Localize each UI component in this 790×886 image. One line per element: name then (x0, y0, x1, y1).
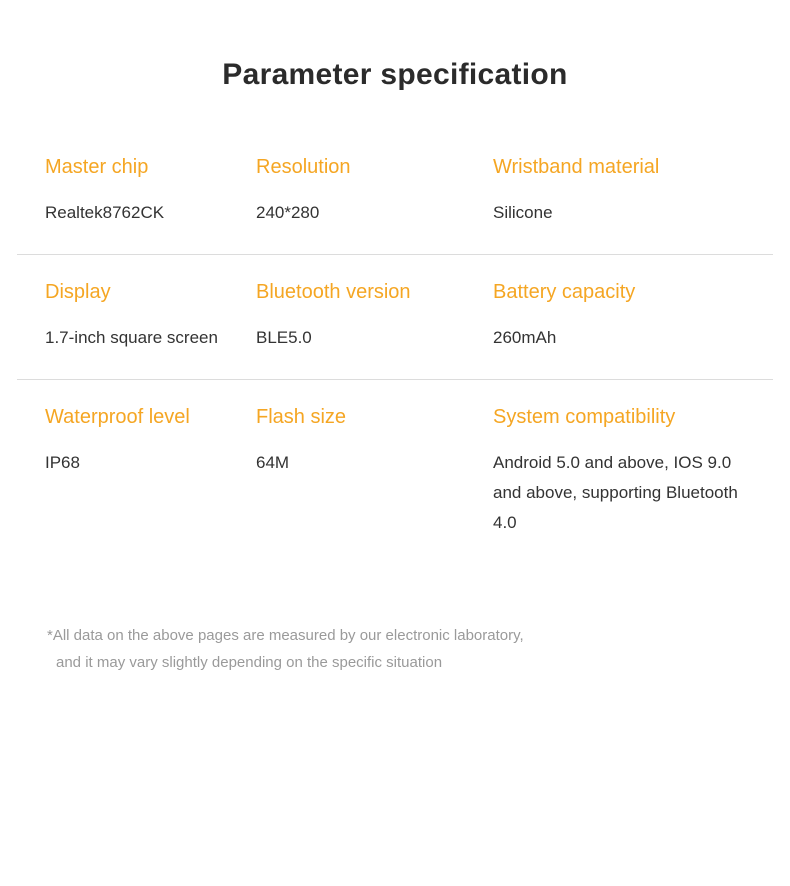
spec-cell-resolution (254, 154, 491, 228)
spec-value: BLE5.0 (256, 328, 312, 347)
footnote-line-2: and it may vary slightly depending on the specific situation (56, 654, 443, 671)
spec-cell-system-compatibility (491, 404, 773, 538)
spec-value: 1.7-inch square screen (45, 328, 218, 347)
spec-value: Realtek8762CK (45, 203, 165, 222)
spec-cell-waterproof-level (17, 404, 254, 478)
spec-value: IP68 (45, 453, 80, 472)
table-row (17, 380, 773, 564)
spec-value: 260mAh (493, 328, 557, 347)
spec-label: Flash size (256, 406, 347, 428)
table-row (17, 255, 773, 380)
spec-label: Wristband material (493, 156, 660, 178)
spec-value: Android 5.0 and above, IOS 9.0 and above, supporting Bluetooth 4.0 (493, 453, 738, 532)
spec-cell-battery-capacity (491, 279, 773, 353)
spec-value: 240*280 (256, 203, 320, 222)
spec-cell-wristband-material (491, 154, 773, 228)
spec-label: Waterproof level (45, 406, 190, 428)
spec-label: Master chip (45, 156, 149, 178)
spec-label: System compatibility (493, 406, 676, 428)
spec-label: Resolution (256, 156, 351, 178)
spec-cell-display (17, 279, 254, 353)
footnote (17, 564, 773, 676)
spec-cell-flash-size (254, 404, 491, 478)
spec-value: 64M (256, 453, 290, 472)
specification-table (17, 92, 773, 564)
spec-label: Display (45, 281, 111, 303)
spec-cell-master-chip (17, 154, 254, 228)
footnote-line-1: *All data on the above pages are measured by our electronic laboratory, (47, 627, 524, 644)
table-row (17, 130, 773, 255)
spec-cell-bluetooth-version (254, 279, 491, 353)
spec-label: Bluetooth version (256, 281, 411, 303)
page-title: Parameter specification (222, 58, 568, 91)
spec-label: Battery capacity (493, 281, 636, 303)
spec-value: Silicone (493, 203, 553, 222)
